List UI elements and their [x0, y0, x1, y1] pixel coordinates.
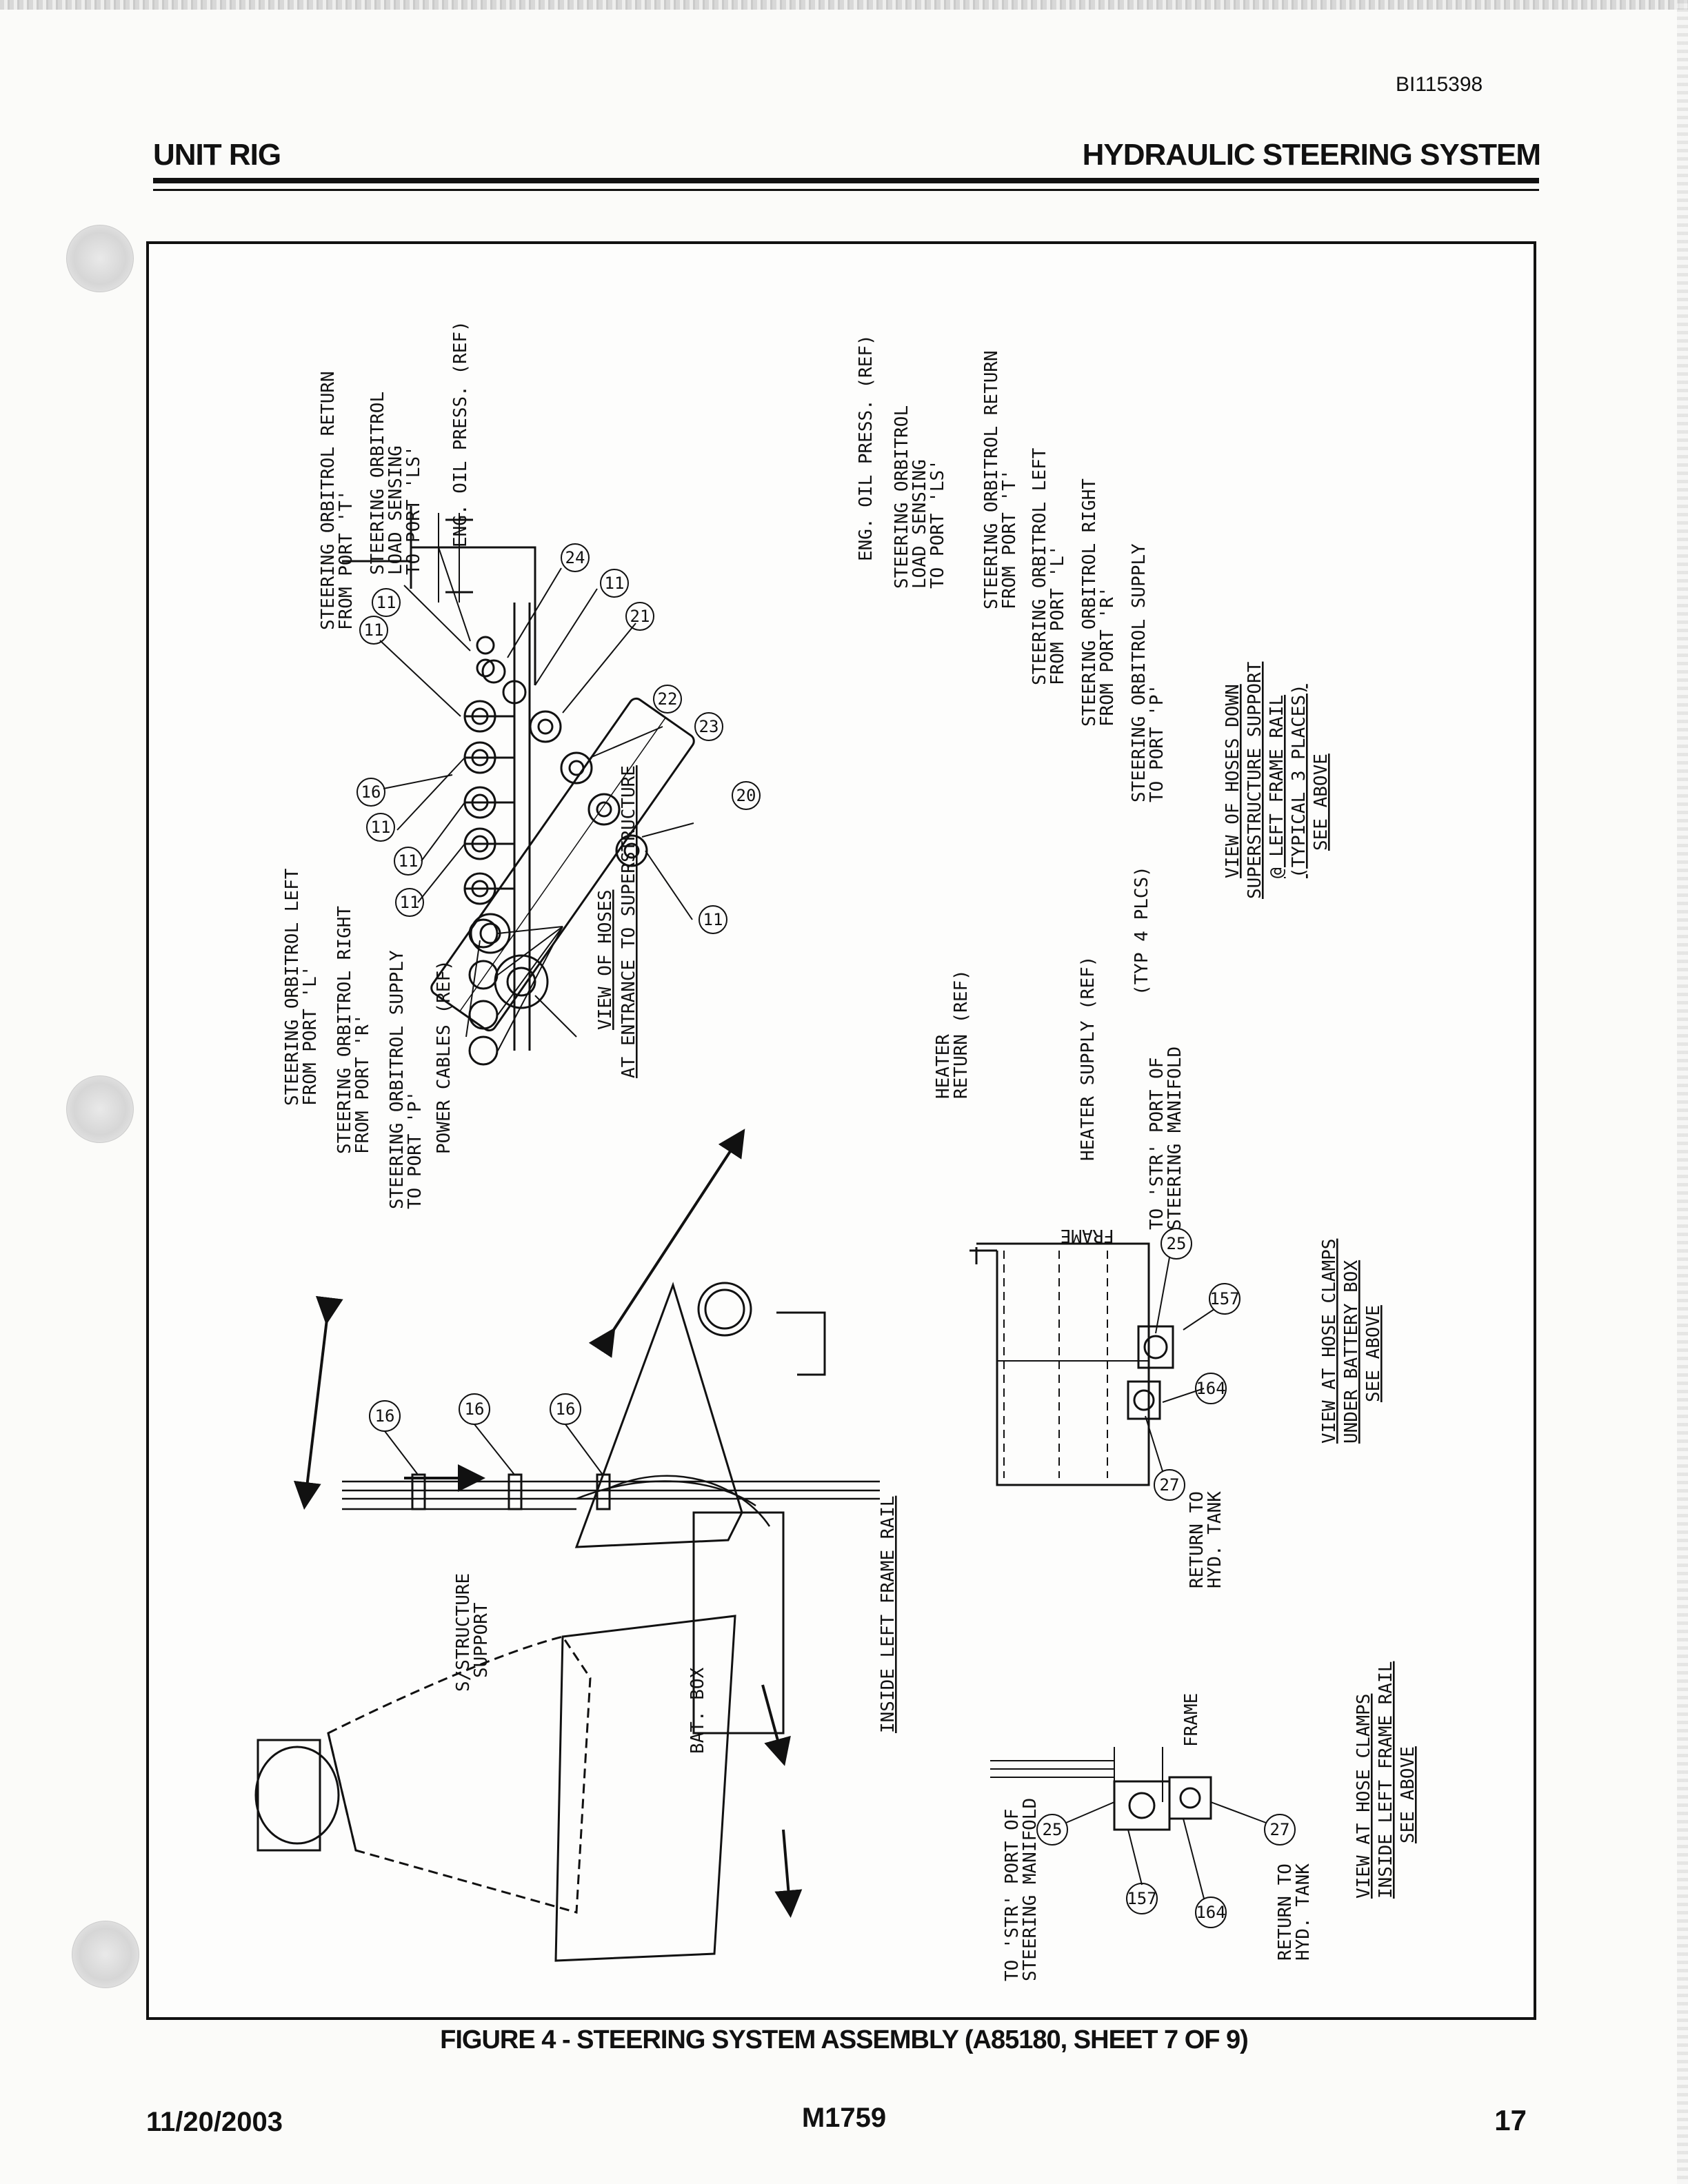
main-view-balloon-numbers: [375, 1399, 576, 1426]
balloon-20-text: 20: [736, 786, 756, 805]
balloon-25-d-text: 25: [1042, 1820, 1063, 1839]
view-c-title-2: UNDER BATTERY BOX: [1341, 1260, 1362, 1444]
view-c-return-1: RETURN TO: [1187, 1491, 1207, 1588]
balloon-11-d-text: 11: [398, 851, 419, 871]
view-b-balloon-numbers: [361, 548, 756, 929]
footer-doc-number: M1759: [801, 2103, 887, 2133]
label-heater-return-2: RETURN (REF): [951, 969, 972, 1099]
label-b-left-1: STEERING ORBITROL LEFT: [1029, 447, 1050, 685]
view-b-title-5: SEE ABOVE: [1311, 754, 1332, 851]
view-b-title-1: VIEW OF HOSES DOWN: [1223, 684, 1243, 878]
view-d-frame-label: FRAME: [1181, 1692, 1202, 1747]
view-c-hose-clamps: [969, 1228, 1240, 1500]
main-view-clamps: [412, 1475, 610, 1509]
balloon-11-e-text: 11: [399, 893, 420, 912]
balloon-27-c-text: 27: [1159, 1475, 1180, 1495]
view-a-balloon-numbers: [364, 593, 420, 912]
main-view-frame-rail: [256, 1133, 880, 1961]
label-power-cables: POWER CABLES (REF): [434, 960, 454, 1154]
balloon-24-text: 24: [565, 548, 585, 567]
header-rule-thin: [153, 189, 1539, 191]
balloon-11-b-text: 11: [376, 593, 396, 612]
label-supply-2: TO PORT 'P': [405, 1090, 425, 1209]
header-right: HYDRAULIC STEERING SYSTEM: [1082, 138, 1540, 172]
view-d-title-2: INSIDE LEFT FRAME RAIL: [1376, 1661, 1396, 1899]
balloon-27-d-text: 27: [1269, 1820, 1290, 1839]
label-ls-1: STEERING ORBITROL: [368, 391, 388, 575]
view-b-title-2: SUPERSTRUCTURE SUPPORT: [1245, 661, 1265, 899]
balloon-22-text: 22: [657, 689, 678, 709]
view-d-title-1: VIEW AT HOSE CLAMPS: [1354, 1693, 1374, 1899]
label-b-right-1: STEERING ORBITROL RIGHT: [1079, 478, 1100, 727]
footer-date: 11/20/2003: [146, 2107, 283, 2137]
view-c-title-3: SEE ABOVE: [1363, 1305, 1384, 1402]
balloon-16-c-text: 16: [464, 1399, 485, 1419]
scan-edge-right: [1677, 0, 1688, 2184]
balloon-11-c-text: 11: [370, 818, 391, 837]
view-d-return-2: HYD. TANK: [1293, 1863, 1314, 1961]
label-support-2: SUPPORT: [471, 1602, 492, 1678]
label-typ-4: (TYP 4 PLCS): [1132, 866, 1152, 995]
balloon-11-a-text: 11: [363, 620, 384, 640]
label-eng-oil-a: ENG. OIL PRESS. (REF): [450, 321, 471, 547]
label-b-supply-1: STEERING ORBITROL SUPPLY: [1129, 543, 1149, 802]
balloon-11-g-text: 11: [703, 910, 723, 929]
label-return-t-1: STEERING ORBITROL RETURN: [318, 371, 339, 630]
balloon-164-c-text: 164: [1196, 1379, 1226, 1398]
balloon-21-text: 21: [630, 607, 650, 626]
label-ls-3: TO PORT 'LS': [403, 445, 424, 575]
view-c-title-1: VIEW AT HOSE CLAMPS: [1319, 1238, 1340, 1444]
label-left-2: FROM PORT 'L': [300, 965, 321, 1106]
balloon-25-c-text: 25: [1166, 1234, 1187, 1253]
balloon-23-text: 23: [699, 717, 719, 736]
label-ls-2: LOAD SENSING: [385, 445, 406, 575]
punch-hole-middle: [66, 1075, 134, 1143]
view-c-labels: [1061, 1046, 1384, 1588]
view-a-title-1: VIEW OF HOSES: [595, 889, 616, 1030]
steering-assembly-drawing: [149, 244, 1534, 2017]
label-support-1: S/STRUCTURE: [453, 1573, 474, 1692]
label-bat-box: BAT. BOX: [687, 1667, 708, 1754]
view-c-str-port-2: STEERING MANIFOLD: [1165, 1046, 1185, 1230]
figure-caption: FIGURE 4 - STEERING SYSTEM ASSEMBLY (A85180, SHEET 7 OF 9): [440, 2025, 1248, 2054]
view-c-frame-label: FRAME: [1060, 1225, 1114, 1246]
label-b-right-2: FROM PORT 'R': [1097, 586, 1118, 727]
view-c-str-port-1: TO 'STR' PORT OF: [1147, 1057, 1167, 1230]
label-b-ls-2: LOAD SENSING: [910, 459, 930, 589]
main-view-arrows: [305, 1133, 790, 1912]
figure-frame: [146, 241, 1536, 2020]
label-right-1: STEERING ORBITROL RIGHT: [334, 905, 355, 1154]
balloon-16-a-text: 16: [361, 782, 381, 802]
label-b-ls-1: STEERING ORBITROL: [892, 405, 912, 589]
balloon-157-d-text: 157: [1127, 1889, 1157, 1908]
document-id: BI115398: [1396, 73, 1483, 96]
balloon-11-f-text: 11: [604, 574, 625, 593]
balloon-16-d-text: 16: [555, 1399, 576, 1419]
label-b-return-2: FROM PORT 'T': [999, 469, 1020, 609]
main-view-title: INSIDE LEFT FRAME RAIL: [878, 1495, 898, 1733]
main-view-hose-bundle: [342, 1476, 880, 1526]
punch-hole-top: [66, 225, 134, 292]
label-b-left-2: FROM PORT 'L': [1047, 545, 1068, 685]
view-d-title-3: SEE ABOVE: [1398, 1746, 1418, 1843]
label-heater-return-1: HEATER: [933, 1034, 954, 1099]
view-b-title-3: @ LEFT FRAME RAIL: [1267, 694, 1287, 878]
label-b-ls-3: TO PORT 'LS': [927, 459, 948, 589]
main-view-labels: [453, 1496, 898, 1754]
balloon-164-d-text: 164: [1196, 1903, 1226, 1922]
clamp-d-157: [1114, 1781, 1169, 1830]
clamp-d-164: [1169, 1777, 1211, 1819]
view-a-title-2: AT ENTRANCE TO SUPERSTRUCTURE: [619, 765, 639, 1078]
view-b-title-4: (TYPICAL 3 PLACES): [1289, 684, 1309, 878]
header-left: UNIT RIG: [153, 138, 281, 172]
label-left-1: STEERING ORBITROL LEFT: [282, 868, 303, 1106]
label-right-2: FROM PORT 'R': [352, 1013, 373, 1154]
view-b-labels: [856, 334, 1332, 1161]
balloon-157-c-text: 157: [1209, 1289, 1240, 1308]
label-supply-1: STEERING ORBITROL SUPPLY: [387, 950, 408, 1209]
view-d-balloon-numbers: [1043, 1820, 1290, 1922]
clamp-c-164: [1128, 1382, 1160, 1419]
punch-hole-bottom: [72, 1921, 139, 1988]
label-b-supply-2: TO PORT 'P': [1147, 683, 1167, 802]
label-return-t-2: FROM PORT 'T': [336, 489, 356, 630]
label-heater-supply: HEATER SUPPLY (REF): [1078, 956, 1098, 1161]
footer-page-number: 17: [1494, 2104, 1527, 2136]
view-d-str-port-2: STEERING MANIFOLD: [1020, 1797, 1041, 1981]
label-b-return-1: STEERING ORBITROL RETURN: [981, 350, 1002, 609]
label-eng-oil-b: ENG. OIL PRESS. (REF): [856, 334, 876, 561]
balloon-16-b-text: 16: [374, 1406, 395, 1426]
scan-edge-top: [0, 0, 1688, 10]
header-rule-thick: [153, 178, 1539, 183]
view-d-return-1: RETURN TO: [1275, 1863, 1296, 1961]
view-b-balloons: [357, 544, 760, 933]
view-d-str-port-1: TO 'STR' PORT OF: [1002, 1808, 1023, 1981]
view-c-return-2: HYD. TANK: [1205, 1491, 1225, 1588]
view-c-balloon-numbers: [1160, 1234, 1240, 1495]
